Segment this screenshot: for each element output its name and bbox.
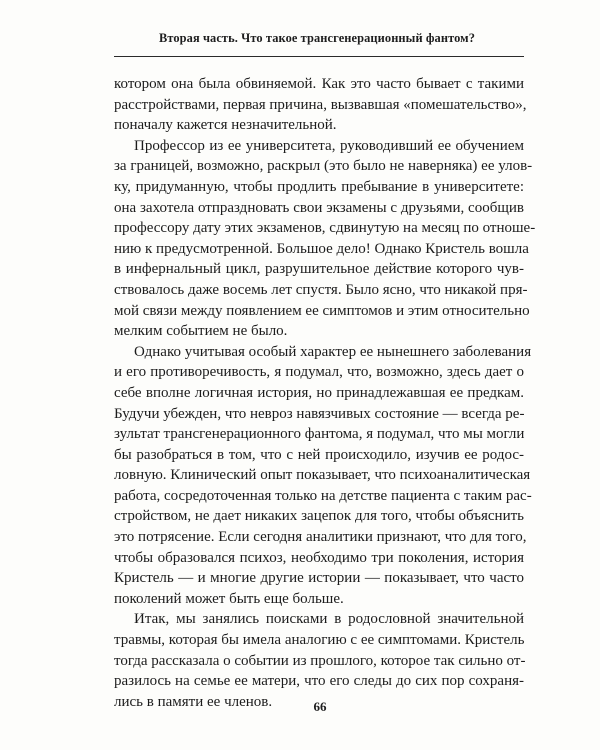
running-head: Вторая часть. Что такое трансгенерационный фантом? [158,31,476,45]
text-line: Однако учитывая особый характер ее нынешнего заболевания [134,343,532,360]
text-line: бы разобраться в том, что с ней происходило, изучив ее родос- [114,446,524,463]
paragraph-2 [114,136,536,342]
text-line: поколений может быть еще больше. [114,590,344,607]
body-text [114,74,536,712]
text-line: и его противоречивость, я подумал, что, возможно, здесь дает о [114,364,524,381]
text-line: Профессор из ее университета, руководивший ее обучением [134,137,524,154]
text-line: мой связи между появлением ее симптомов и этим относительно [114,302,530,319]
text-line: Итак, мы занялись поисками в родословной значительной [134,611,524,628]
text-line: в инфернальный цикл, разрушительное действие которого чув- [114,261,524,278]
text-line: разилось на семье ее матери, что его следы до сих пор сохраня- [114,673,524,690]
text-line: ствовалось даже восемь лет спустя. Было ясно, что никакой пря- [114,281,528,298]
text-line: профессору дату этих экзаменов, сдвинутую на месяц по отноше- [114,220,536,237]
text-line: расстройствами, первая причина, вызвавшая «помешательство», [114,96,527,113]
paragraph-4 [114,609,524,712]
text-line: тогда рассказала о событии из прошлого, которое так сильно от- [114,652,526,669]
text-line: она захотела отпраздновать свои экзамены с друзьями, сообщив [114,199,524,216]
text-line: работа, сосредоточенная только на детстве пациента с таким рас- [114,487,532,504]
text-line: зультат трансгенерационного фантома, я подумал, что мы могли [114,426,525,443]
text-line: мелким событием не было. [114,323,288,340]
text-line: Будучи убежден, что невроз навязчивых состояние — всегда ре- [114,405,525,422]
header-rule [114,56,524,57]
page-number: 66 [313,699,327,714]
text-line: поначалу кажется незначительной. [114,117,337,134]
text-line: себе вполне логичная история, но принадлежавшая ее предкам. [114,384,524,401]
text-line: ловную. Клинический опыт показывает, что психоаналитическая [114,467,531,484]
text-line: лись в памяти ее членов. [114,693,273,710]
paragraph-3 [114,342,532,610]
text-line: ку, придуманную, чтобы продлить пребывание в университете: [114,178,524,195]
text-line: травмы, которая бы имела аналогию с ее симптомами. Кристель [114,632,525,649]
text-line: это потрясение. Если сегодня аналитики признают, что для того, [114,529,527,546]
text-line: чтобы образовался психоз, необходимо три поколения, история [114,549,524,566]
text-line: Кристель — и многие другие истории — показывает, что часто [114,570,524,587]
text-line: за границей, возможно, раскрыл (это было не наверняка) ее улов- [114,158,533,175]
text-line: котором она была обвиняемой. Как это часто бывает с такими [114,76,524,92]
text-line: стройством, не дает никаких зацепок для того, чтобы объяснить [114,508,524,525]
paragraph-1 [114,74,527,136]
text-line: нию к предусмотренной. Большое дело! Однако Кристель вошла [114,240,529,257]
